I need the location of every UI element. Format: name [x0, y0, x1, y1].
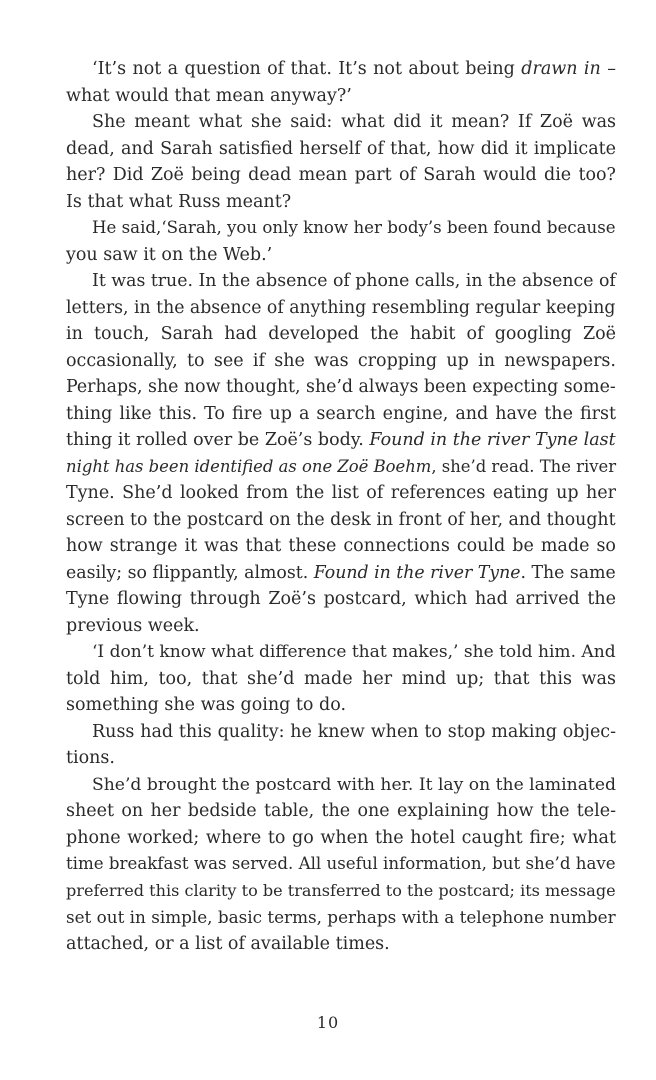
text-line: [66, 215, 616, 242]
text-run: previous week.: [66, 615, 200, 636]
page-number: 10: [316, 1013, 340, 1032]
text-line: [66, 268, 616, 295]
text-line: [66, 639, 616, 666]
text-line: [66, 825, 616, 852]
text-run: Tyne flowing through Zoë’s postcard, which had arrived the: [66, 589, 617, 609]
text-run: something she was going to do.: [66, 695, 347, 715]
italic-text: night has been identified as one Zoë Boehm: [66, 456, 432, 476]
text-line: [66, 613, 616, 640]
text-line: [66, 242, 616, 269]
text-line: [66, 348, 616, 375]
text-line: [66, 719, 616, 746]
text-run: time breakfast was served. All useful information, but she’d have: [66, 854, 616, 873]
text-run: She meant what she said: what did it mean? If Zoë was: [92, 112, 617, 132]
text-line: [66, 931, 616, 958]
text-line: [66, 878, 616, 905]
text-line: [66, 666, 616, 693]
text-run: set out in simple, basic terms, perhaps with a telephone number: [66, 907, 616, 927]
text-line: [66, 321, 616, 348]
text-run: thing it rolled over be Zoë’s body.: [66, 430, 370, 450]
text-line: [66, 136, 616, 163]
text-run: , she’d read. The river: [431, 456, 617, 476]
body-text: [66, 56, 616, 957]
text-run: . The same: [520, 562, 616, 583]
text-run: dead, and Sarah satisfied herself of that, how did it implicate: [66, 138, 617, 159]
text-run: Russ had this quality: he knew when to stop making objec-: [92, 721, 617, 742]
text-run: told him, too, that she’d made her mind up; that this was: [66, 668, 616, 689]
text-line: [66, 772, 616, 799]
text-line: [66, 83, 616, 110]
text-run: She’d brought the postcard with her. It lay on the laminated: [92, 774, 616, 795]
text-line: [66, 162, 616, 189]
text-run: ‘I don’t know what difference that makes,’ she told him. And: [92, 642, 616, 662]
text-run: sheet on her bedside table, the one explaining how the tele-: [66, 801, 617, 821]
text-run: Perhaps, she now thought, she’d always been expecting some-: [66, 377, 616, 397]
text-run: her? Did Zoë being dead mean part of Sarah would die too?: [66, 165, 616, 185]
text-line: [66, 189, 616, 216]
text-run: letters, in the absence of anything resembling regular keeping: [66, 297, 616, 318]
text-line: [66, 692, 616, 719]
text-line: [66, 56, 616, 83]
text-line: [66, 454, 616, 481]
text-run: phone worked; where to go when the hotel caught fire; what: [66, 827, 616, 848]
text-line: [66, 745, 616, 772]
text-run: ‘It’s not a question of that. It’s not about being: [92, 59, 522, 79]
text-line: [66, 427, 616, 454]
text-run: what would that mean anyway?’: [66, 85, 352, 106]
text-run: tions.: [66, 748, 115, 768]
text-run: you saw it on the Web.’: [66, 244, 273, 265]
text-line: [66, 295, 616, 322]
text-line: [66, 560, 616, 587]
text-line: [66, 401, 616, 428]
italic-text: Found in the river Tyne last: [369, 430, 616, 450]
text-line: [66, 851, 616, 878]
text-run: –: [600, 59, 616, 79]
text-run: in touch, Sarah had developed the habit of googling Zoë: [66, 324, 617, 344]
text-run: thing like this. To fire up a search engine, and have the first: [66, 403, 617, 424]
italic-text: drawn in: [521, 59, 601, 79]
text-run: Tyne. She’d looked from the list of references eating up her: [66, 483, 616, 503]
text-run: occasionally, to see if she was cropping up in newspapers.: [66, 350, 616, 371]
text-run: screen to the postcard on the desk in front of her, and thought: [66, 509, 616, 530]
text-run: Is that what Russ meant?: [66, 191, 292, 212]
text-run: how strange it was that these connections could be made so: [66, 536, 616, 556]
text-line: [66, 798, 616, 825]
italic-text: Found in the river Tyne: [313, 562, 521, 583]
text-line: [66, 480, 616, 507]
text-line: [66, 109, 616, 136]
text-line: [66, 374, 616, 401]
text-run: easily; so flippantly, almost.: [66, 562, 314, 583]
text-run: He said,‘Sarah, you only know her body’s been found because: [92, 218, 616, 237]
text-run: preferred this clarity to be transferred to the postcard; its message: [66, 880, 616, 900]
text-run: attached, or a list of available times.: [66, 933, 390, 954]
text-line: [66, 533, 616, 560]
text-line: [66, 904, 616, 931]
text-line: [66, 507, 616, 534]
text-line: [66, 586, 616, 613]
text-run: It was true. In the absence of phone calls, in the absence of: [92, 271, 616, 291]
